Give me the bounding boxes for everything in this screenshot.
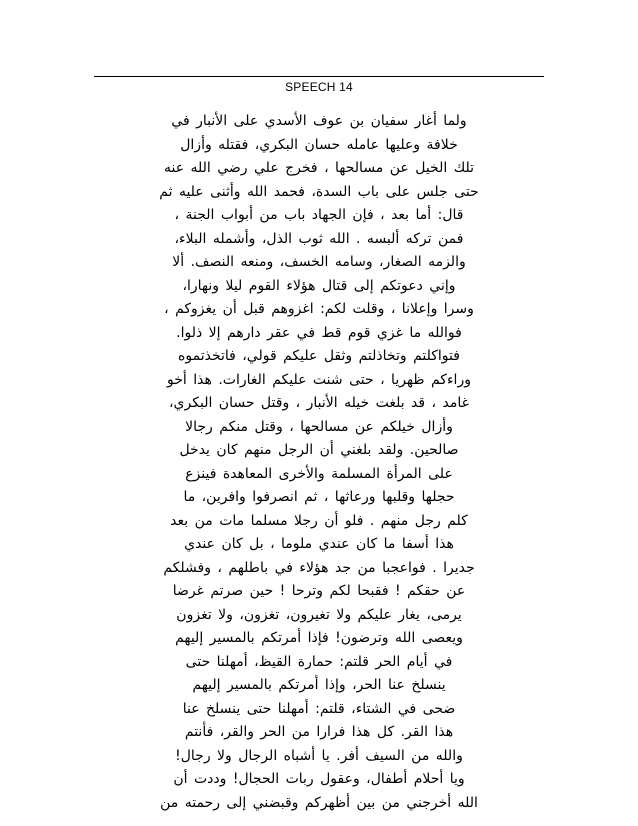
- text-line: وراءكم ظهريا ، حتى شنت عليكم الغارات. هذا أخو: [167, 371, 471, 388]
- text-line: هذا أسفا ما كان عندي ملوما ، بل كان عندي: [184, 536, 454, 552]
- speech-body: [100, 110, 538, 815]
- text-line: كلم رجل منهم . فلو أن رجلا مسلما مات من بعد: [170, 512, 468, 529]
- text-line: غامد ، قد بلغت خيله الأنبار ، وقتل حسان البكري،: [169, 395, 469, 411]
- text-line: الله أخرجني من بين أظهركم وقبضني إلى رحمته من: [160, 794, 478, 811]
- text-line: وإني دعوتكم إلى قتال هؤلاء القوم ليلا ونهارا،: [182, 277, 456, 294]
- text-line: فوالله ما غزي قوم قط في عقر دارهم إلا ذلوا.: [176, 324, 462, 341]
- text-line: يرمى، يغار عليكم ولا تغيرون، تغزون، ولا تغزون: [176, 606, 462, 623]
- text-line: ضحى في الشتاء، قلتم: أمهلنا حتى ينسلخ عنا: [182, 700, 456, 717]
- text-line: حتى جلس على باب السدة، فحمد الله وأثنى عليه ثم: [159, 183, 479, 200]
- text-line: ينسلخ عنا الحر، وإذا أمرتكم بالمسير إليهم: [192, 677, 446, 693]
- text-line: ولما أغار سفيان بن عوف الأسدي على الأنبار في: [171, 113, 467, 129]
- text-line: صالحين. ولقد بلغني أن الرجل منهم كان يدخل: [179, 442, 459, 458]
- text-line: عن حقكم ! فقبحا لكم وترحا ! حين صرتم غرضا: [172, 583, 466, 599]
- text-line: فمن تركه ألبسه . الله ثوب الذل، وأشمله البلاء،: [174, 230, 464, 247]
- text-line: هذا القر. كل هذا فرارا من الحر والقر، فأنتم: [184, 724, 454, 740]
- text-line: في أيام الحر قلتم: حمارة القيظ، أمهلنا حتى: [185, 653, 453, 670]
- text-line: على المرأة المسلمة والأخرى المعاهدة فينزع: [185, 465, 453, 482]
- text-line: جديرا . فواعجبا من جد هؤلاء في باطلهم ، وفشلكم: [163, 559, 475, 576]
- text-line: والزمه الصغار، وسامه الخسف، ومنعه النصف. ألا: [172, 254, 466, 270]
- text-line: خلافة وعليها عامله حسان البكري، فقتله وأزال: [180, 136, 458, 153]
- text-line: ويا أحلام أطفال، وعقول ربات الحجال! وددت أن: [173, 771, 465, 787]
- text-line: والله من السيف أفر. يا أشباه الرجال ولا رجال!: [175, 747, 463, 764]
- text-line: وسرا وإعلانا ، وقلت لكم: اغزوهم قبل أن يغزوكم ،: [164, 301, 474, 317]
- text-line: وأزال خيلكم عن مسالحها ، وقتل منكم رجالا: [185, 418, 453, 435]
- page-heading: SPEECH 14: [285, 80, 353, 94]
- text-line: فتواكلتم وتخاذلتم وثقل عليكم قولي، فاتخذتموه: [178, 348, 460, 364]
- text-line: قال: أما بعد ، فإن الجهاد باب من أبواب الجنة ،: [174, 207, 464, 223]
- text-line: تلك الخيل عن مسالحها ، فخرج علي رضي الله عنه: [163, 160, 475, 176]
- header-rule: [94, 76, 544, 77]
- text-line: حجلها وقلبها ورعاثها ، ثم انصرفوا وافرين، ما: [183, 489, 455, 505]
- text-line: ويعصى الله وترضون! فإذا أمرتكم بالمسير إليهم: [175, 630, 463, 646]
